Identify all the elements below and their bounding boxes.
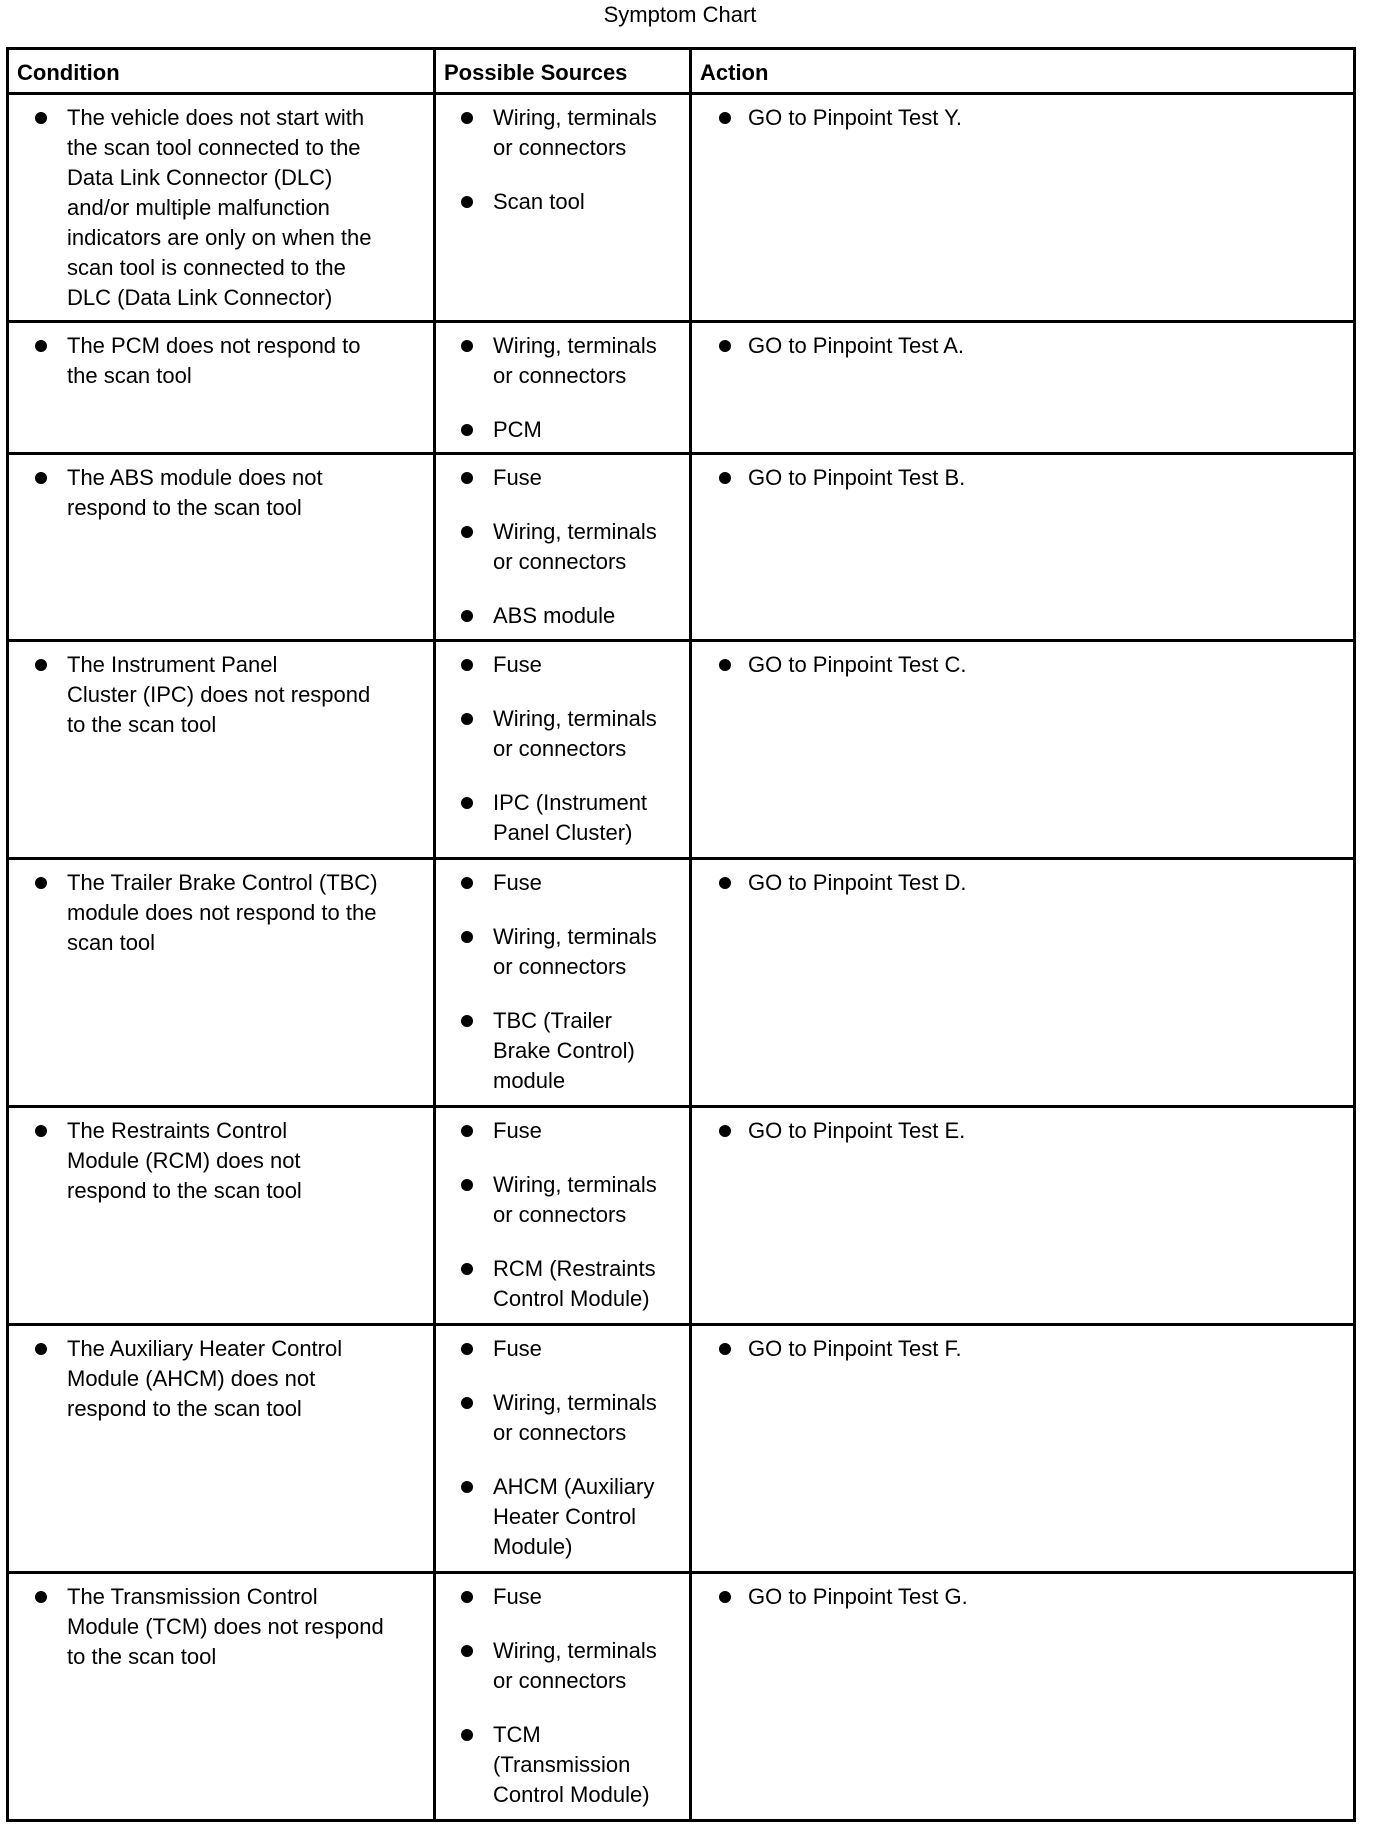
sources-bullet-item xyxy=(436,704,689,764)
condition-bullet-item xyxy=(9,1116,433,1206)
text-line: module xyxy=(493,1068,566,1093)
text-line: GO to Pinpoint Test G. xyxy=(748,1584,968,1609)
sources-bullet-item xyxy=(436,1636,689,1696)
text-line: scan tool xyxy=(67,930,156,955)
header-row xyxy=(8,49,1355,94)
sources-cell xyxy=(435,1573,691,1821)
chart-title: Symptom Chart xyxy=(603,2,757,27)
text-line: TCM xyxy=(493,1722,541,1747)
text-line: PCM xyxy=(493,417,542,442)
sources-bullet-item xyxy=(436,1170,689,1230)
text-line: Module) xyxy=(493,1534,573,1559)
text-line: GO to Pinpoint Test Y. xyxy=(748,105,963,130)
condition-bullet-item xyxy=(9,103,433,313)
text-line: Module (RCM) does not xyxy=(67,1148,301,1173)
table-row xyxy=(8,1107,1355,1325)
sources-bullet-item xyxy=(436,650,689,680)
text-line: Panel Cluster) xyxy=(493,820,633,845)
text-line: Wiring, terminals xyxy=(493,519,657,544)
text-line: DLC (Data Link Connector) xyxy=(67,285,333,310)
sources-cell xyxy=(435,1107,691,1325)
table-row xyxy=(8,322,1355,454)
sources-bullet-item xyxy=(436,1006,689,1096)
text-line: to the scan tool xyxy=(67,712,217,737)
text-line: AHCM (Auxiliary xyxy=(493,1474,655,1499)
action-cell xyxy=(691,859,1355,1107)
text-line: GO to Pinpoint Test C. xyxy=(748,652,967,677)
text-line: Module (AHCM) does not xyxy=(67,1366,316,1391)
text-line: scan tool is connected to the xyxy=(67,255,346,280)
condition-cell xyxy=(8,322,435,454)
sources-cell xyxy=(435,454,691,641)
text-line: Fuse xyxy=(493,1336,542,1361)
text-line: or connectors xyxy=(493,954,627,979)
text-line: and/or multiple malfunction xyxy=(67,195,330,220)
action-cell xyxy=(691,1107,1355,1325)
text-line: IPC (Instrument xyxy=(493,790,648,815)
text-line: The PCM does not respond to xyxy=(67,333,361,358)
text-line: The Auxiliary Heater Control xyxy=(67,1336,343,1361)
text-line: Wiring, terminals xyxy=(493,1390,657,1415)
text-line: (Transmission xyxy=(493,1752,631,1777)
action-cell xyxy=(691,322,1355,454)
sources-cell xyxy=(435,1325,691,1573)
action-cell xyxy=(691,454,1355,641)
action-cell xyxy=(691,1325,1355,1573)
text-line: or connectors xyxy=(493,135,627,160)
text-line: Control Module) xyxy=(493,1782,650,1807)
text-line: Module (TCM) does not respond xyxy=(67,1614,384,1639)
sources-bullet-item xyxy=(436,187,689,217)
header-condition: Condition xyxy=(8,49,435,94)
condition-bullet-item xyxy=(9,1582,433,1672)
sources-cell xyxy=(435,859,691,1107)
text-line: Fuse xyxy=(493,870,542,895)
text-line: to the scan tool xyxy=(67,1644,217,1669)
text-line: The ABS module does not xyxy=(67,465,323,490)
condition-cell xyxy=(8,859,435,1107)
text-line: GO to Pinpoint Test A. xyxy=(748,333,965,358)
table-row xyxy=(8,641,1355,859)
sources-bullet-item xyxy=(436,1720,689,1810)
text-line: Control Module) xyxy=(493,1286,650,1311)
text-line: RCM (Restraints xyxy=(493,1256,656,1281)
sources-bullet-item xyxy=(436,517,689,577)
text-line: respond to the scan tool xyxy=(67,1178,302,1203)
table-row xyxy=(8,859,1355,1107)
action-bullet-item xyxy=(692,1334,1353,1364)
sources-bullet-item xyxy=(436,1472,689,1562)
text-line: the scan tool connected to the xyxy=(67,135,361,160)
text-line: the scan tool xyxy=(67,363,192,388)
text-line: Data Link Connector (DLC) xyxy=(67,165,333,190)
text-line: Wiring, terminals xyxy=(493,105,657,130)
sources-bullet-item xyxy=(436,1334,689,1364)
text-line: GO to Pinpoint Test B. xyxy=(748,465,966,490)
action-cell xyxy=(691,94,1355,322)
sources-bullet-item xyxy=(436,601,689,631)
condition-cell xyxy=(8,1325,435,1573)
text-line: or connectors xyxy=(493,1668,627,1693)
action-bullet-item xyxy=(692,463,1353,493)
text-line: Brake Control) xyxy=(493,1038,635,1063)
condition-cell xyxy=(8,1107,435,1325)
condition-bullet-item xyxy=(9,868,433,958)
text-line: module does not respond to the xyxy=(67,900,377,925)
text-line: Heater Control xyxy=(493,1504,637,1529)
action-bullet-item xyxy=(692,103,1353,133)
text-line: ABS module xyxy=(493,603,616,628)
text-line: or connectors xyxy=(493,363,627,388)
text-line: GO to Pinpoint Test D. xyxy=(748,870,967,895)
table-row xyxy=(8,454,1355,641)
text-line: The Transmission Control xyxy=(67,1584,318,1609)
sources-bullet-item xyxy=(436,1388,689,1448)
text-line: respond to the scan tool xyxy=(67,1396,302,1421)
condition-bullet-item xyxy=(9,463,433,523)
sources-bullet-item xyxy=(436,868,689,898)
action-bullet-item xyxy=(692,868,1353,898)
condition-cell xyxy=(8,641,435,859)
text-line: The Trailer Brake Control (TBC) xyxy=(67,870,378,895)
action-bullet-item xyxy=(692,1582,1353,1612)
sources-bullet-item xyxy=(436,463,689,493)
text-line: or connectors xyxy=(493,1202,627,1227)
text-line: Fuse xyxy=(493,652,542,677)
text-line: The vehicle does not start with xyxy=(67,105,365,130)
sources-bullet-item xyxy=(436,1582,689,1612)
text-line: Wiring, terminals xyxy=(493,1638,657,1663)
text-line: or connectors xyxy=(493,549,627,574)
text-line: The Restraints Control xyxy=(67,1118,288,1143)
sources-cell xyxy=(435,94,691,322)
action-bullet-item xyxy=(692,331,1353,361)
text-line: Cluster (IPC) does not respond xyxy=(67,682,371,707)
table-row xyxy=(8,94,1355,322)
text-line: indicators are only on when the xyxy=(67,225,372,250)
action-cell xyxy=(691,641,1355,859)
text-line: Wiring, terminals xyxy=(493,1172,657,1197)
text-line: respond to the scan tool xyxy=(67,495,302,520)
text-line: or connectors xyxy=(493,1420,627,1445)
table-row xyxy=(8,1573,1355,1821)
text-line: or connectors xyxy=(493,736,627,761)
sources-bullet-item xyxy=(436,103,689,163)
text-line: GO to Pinpoint Test F. xyxy=(748,1336,962,1361)
condition-cell xyxy=(8,94,435,322)
header-action: Action xyxy=(691,49,1355,94)
text-line: GO to Pinpoint Test E. xyxy=(748,1118,966,1143)
text-line: The Instrument Panel xyxy=(67,652,278,677)
text-line: TBC (Trailer xyxy=(493,1008,612,1033)
condition-cell xyxy=(8,454,435,641)
sources-bullet-item xyxy=(436,415,689,445)
sources-bullet-item xyxy=(436,1254,689,1314)
table-row xyxy=(8,1325,1355,1573)
text-line: Fuse xyxy=(493,465,542,490)
text-line: Wiring, terminals xyxy=(493,706,657,731)
condition-cell xyxy=(8,1573,435,1821)
text-line: Scan tool xyxy=(493,189,585,214)
header-possible-sources: Possible Sources xyxy=(435,49,691,94)
condition-bullet-item xyxy=(9,650,433,740)
condition-bullet-item xyxy=(9,331,433,391)
text-line: Fuse xyxy=(493,1118,542,1143)
action-cell xyxy=(691,1573,1355,1821)
sources-bullet-item xyxy=(436,331,689,391)
sources-bullet-item xyxy=(436,788,689,848)
sources-cell xyxy=(435,322,691,454)
text-line: Fuse xyxy=(493,1584,542,1609)
text-line: Wiring, terminals xyxy=(493,924,657,949)
action-bullet-item xyxy=(692,650,1353,680)
sources-bullet-item xyxy=(436,1116,689,1146)
condition-bullet-item xyxy=(9,1334,433,1424)
sources-bullet-item xyxy=(436,922,689,982)
sources-cell xyxy=(435,641,691,859)
text-line: Wiring, terminals xyxy=(493,333,657,358)
action-bullet-item xyxy=(692,1116,1353,1146)
symptom-chart-table xyxy=(6,47,1356,1822)
